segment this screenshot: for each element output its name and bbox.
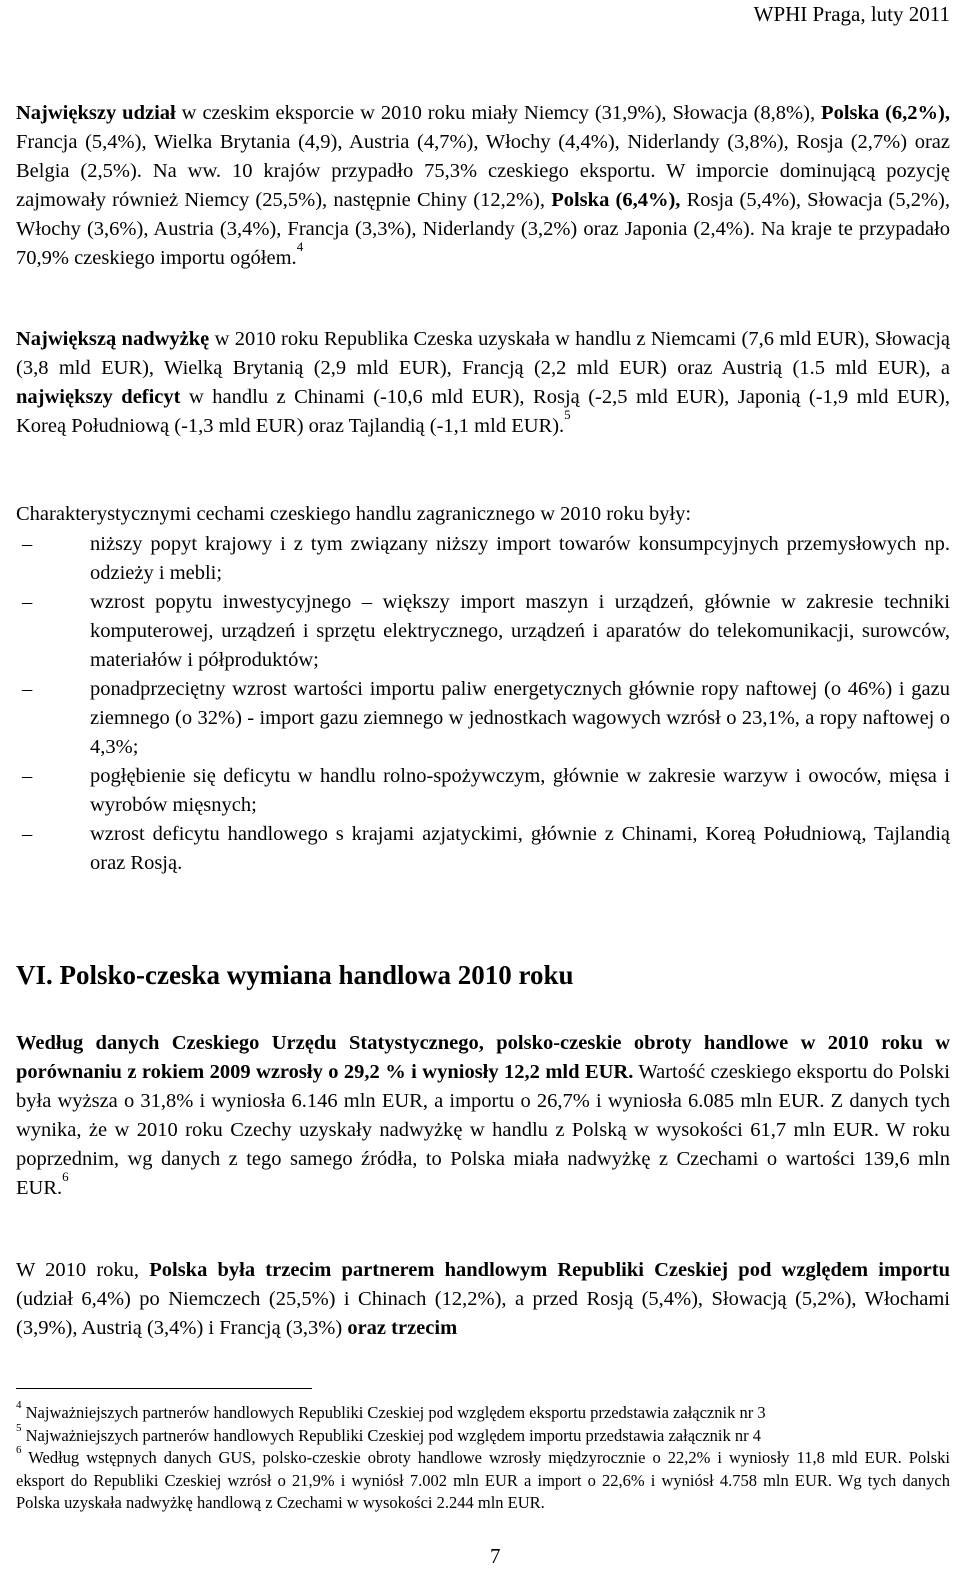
bold-phrase: Według danych Czeskiego Urzędu Statystycznego, polsko-czeskie obroty handlowe w 2010 roku w porównaniu z rokiem 2009 wzrosły o 29,2 % i wyniosły 12,2 mld EUR.	[16, 1032, 950, 1083]
text-run: (udział 6,4%) po Niemczech (25,5%) i Chinach (12,2%), a przed Rosją (5,4%), Słowacją (5,2%), Włochami (3,9%), Austrią (3,4%) i Francją (3,3%)	[16, 1288, 950, 1339]
list-item-text: niższy popyt krajowy i z tym związany niższy import towarów konsumpcyjnych przemysłowych np. odzieży i mebli;	[90, 533, 950, 584]
characteristics-list	[16, 530, 950, 878]
dash-bullet: –	[22, 591, 33, 613]
bold-phrase: Największy udział	[16, 102, 176, 124]
footnote-text: Najważniejszych partnerów handlowych Republiki Czeskiej pod względem eksportu przedstawia załącznik nr 3	[25, 1403, 766, 1422]
list-item	[16, 762, 950, 820]
list-item	[16, 530, 950, 588]
text-run: Francja (5,4%), Wielka Brytania (4,9), Austria (4,7%), Włochy (4,4%), Niderlandy (3,8%), Rosja (2,7%) oraz Belgia (2,5%). Na ww. 10 krajów przypadło 75,3% czeskiego eksportu. W imporcie dominującą pozycję zajmowały również Niemcy (25,5%), następnie Chiny (12,2%),	[16, 131, 950, 211]
bold-phrase: Największą nadwyżkę	[16, 328, 210, 350]
dash-bullet: –	[22, 823, 33, 845]
paragraph-characteristics-lead: Charakterystycznymi cechami czeskiego handlu zagranicznego w 2010 roku były:	[16, 503, 692, 525]
footnote-number: 5	[16, 1421, 22, 1434]
section-heading: VI. Polsko-czeska wymiana handlowa 2010 roku	[16, 960, 574, 990]
footnote-ref[interactable]: 4	[296, 239, 304, 254]
bold-phrase: Polska (6,4%),	[551, 189, 681, 211]
footnote-number: 6	[16, 1444, 22, 1456]
footnote-number: 4	[16, 1399, 22, 1411]
list-item-text: wzrost deficytu handlowego s krajami azjatyckimi, głównie z Chinami, Koreą Południową, Tajlandią oraz Rosją.	[90, 823, 950, 874]
list-item-text: ponadprzeciętny wzrost wartości importu paliw energetycznych głównie ropy naftowej (o 46%) i gazu ziemnego (o 32%) - import gazu ziemnego w jednostkach wagowych wzrósł o 23,1%, a ropy naftowej o 4,3%;	[90, 678, 950, 758]
text-run: w 2010 roku Republika Czeska uzyskała w handlu z Niemcami (7,6 mld EUR), Słowacją (3,8 mld EUR), Wielką Brytanią (2,9 mld EUR), Francją (2,2 mld EUR) oraz Austrią (1.5 mld EUR), a	[16, 328, 950, 379]
paragraph-poland-partner	[16, 1256, 950, 1343]
text-run: Wartość czeskiego eksportu do Polski była wyższa o 31,8% i wyniosła 6.146 mln EUR, a importu o 26,7% i wyniosła 6.085 mln EUR. Z danych tych wynika, że w 2010 roku Czechy uzyskały nadwyżkę w handlu z Polską w wysokości 61,7 mln EUR. W roku poprzednim, wg danych z tego samego źródła, to Polska miała nadwyżkę z Czechami o wartości 139,6 mln EUR.	[16, 1061, 950, 1199]
paragraph-export-import-partners	[16, 99, 950, 273]
footnote-text: Według wstępnych danych GUS, polsko-czeskie obroty handlowe wzrosły międzyrocznie o 22,2% i wyniosły 11,8 mld EUR. Polski eksport do Republiki Czeskiej wzrósł o 21,9% i wyniósł 7.002 mln EUR a import o 22,6% i wyniósł 4.758 mln EUR. Wg tych danych Polska uzyskała nadwyżkę handlową z Czechami w wysokości 2.244 mln EUR.	[16, 1448, 951, 1512]
list-item-text: wzrost popytu inwestycyjnego – większy import maszyn i urządzeń, głównie w zakresie techniki komputerowej, urządzeń i sprzętu elektrycznego, urządzeń i aparatów do telekomunikacji, surowców, materiałów i półproduktów;	[90, 591, 950, 671]
bold-phrase: oraz trzecim	[347, 1317, 458, 1339]
bold-phrase: Polska (6,2%),	[821, 102, 951, 124]
bold-phrase: Polska była trzecim partnerem handlowym Republiki Czeskiej pod względem importu	[149, 1259, 950, 1281]
footnote-separator	[16, 1388, 312, 1389]
paragraph-surplus-deficit	[16, 325, 950, 441]
footnote-item	[16, 1444, 951, 1515]
list-item	[16, 820, 950, 878]
text-run: w handlu z Chinami (-10,6 mld EUR), Rosją (-2,5 mld EUR), Japonią (-1,9 mld EUR), Koreą Południową (-1,3 mld EUR) oraz Tajlandią (-1,1 mld EUR).	[16, 386, 950, 437]
footnotes	[16, 1399, 951, 1515]
page-header: WPHI Praga, luty 2011	[753, 2, 950, 26]
footnote-ref[interactable]: 6	[62, 1169, 69, 1184]
text-run: Rosja (5,4%), Słowacja (5,2%), Włochy (3,6%), Austria (3,4%), Francja (3,3%), Niderlandy (3,2%) oraz Japonia (2,4%). Na kraje te przypadało 70,9% czeskiego importu ogółem.	[16, 189, 950, 269]
footnote-ref[interactable]: 5	[564, 407, 571, 422]
list-item-text: pogłębienie się deficytu w handlu rolno-spożywczym, głównie w zakresie warzyw i owoców, mięsa i wyrobów mięsnych;	[90, 765, 950, 816]
dash-bullet: –	[22, 678, 33, 700]
list-item	[16, 675, 950, 762]
footnote-item	[16, 1421, 950, 1448]
text-run: w czeskim eksporcie w 2010 roku miały Niemcy (31,9%), Słowacja (8,8%),	[175, 102, 822, 124]
dash-bullet: –	[22, 533, 33, 555]
bold-phrase: największy deficyt	[16, 386, 181, 408]
footnote-text: Najważniejszych partnerów handlowych Republiki Czeskiej pod względem importu przedstawia załącznik nr 4	[25, 1425, 762, 1445]
dash-bullet: –	[22, 765, 33, 787]
footnote-item	[16, 1399, 950, 1425]
list-item	[16, 588, 950, 675]
paragraph-trade-turnover	[16, 1029, 950, 1203]
text-run: W 2010 roku,	[16, 1259, 150, 1281]
page-number: 7	[490, 1544, 501, 1568]
